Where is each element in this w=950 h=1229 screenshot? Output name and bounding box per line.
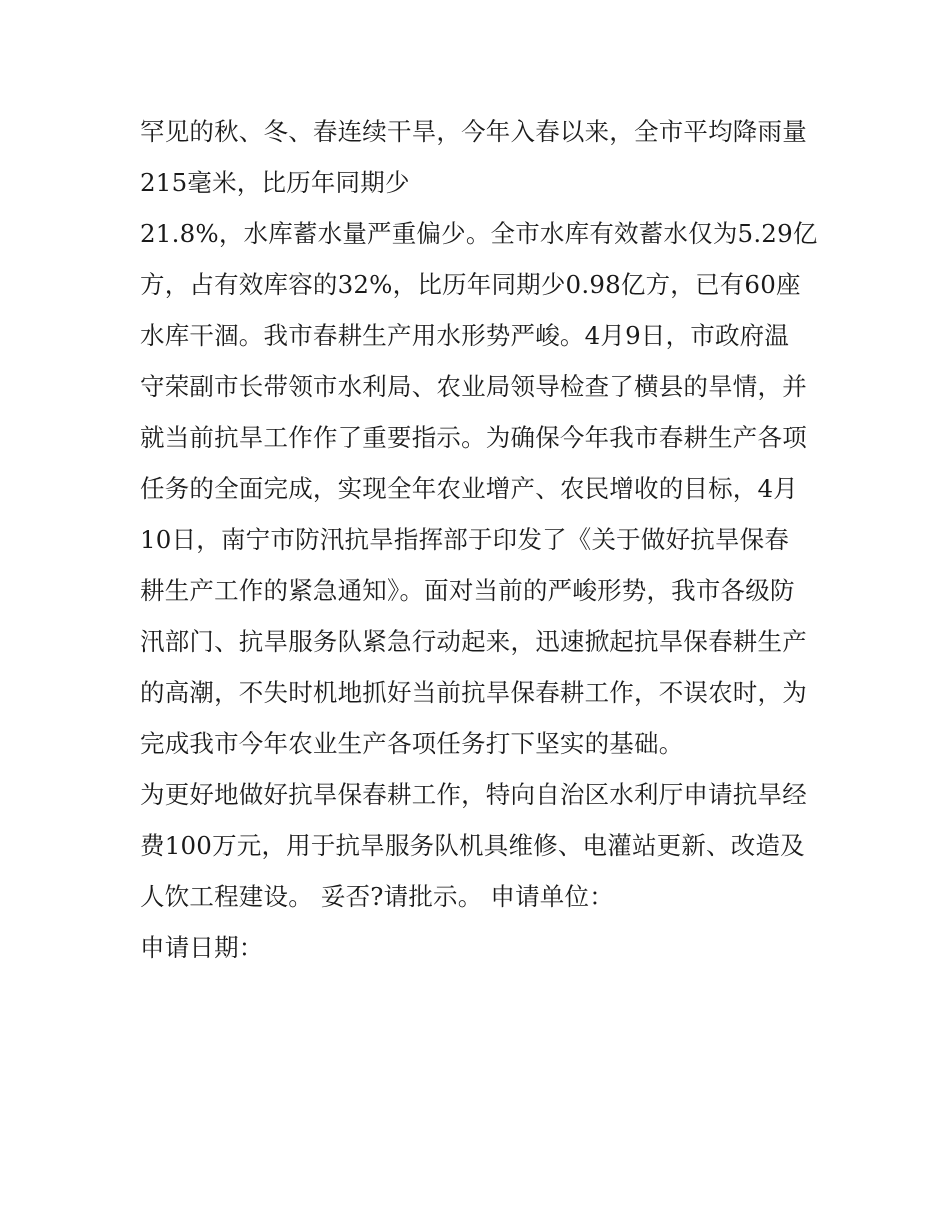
text-line: 耕生产工作的紧急通知》。面对当前的严峻形势，我市各级防 — [140, 576, 795, 605]
text-line: 为更好地做好抗旱保春耕工作，特向自治区水利厅申请抗旱经 — [140, 780, 807, 809]
text-line: 人饮工程建设。 妥否?请批示。 申请单位： — [140, 882, 614, 911]
text-line: 罕见的秋、冬、春连续干旱，今年入春以来，全市平均降雨量 — [140, 117, 807, 146]
text-line: 费100万元，用于抗旱服务队机具维修、电灌站更新、改造及 — [140, 831, 805, 860]
text-line: 的高潮，不失时机地抓好当前抗旱保春耕工作，不误农时，为 — [140, 678, 807, 707]
text-line: 方，占有效库容的32%，比历年同期少0.98亿方，已有60座 — [140, 270, 801, 299]
text-line: 任务的全面完成，实现全年农业增产、农民增收的目标，4月 — [140, 474, 798, 503]
text-line: 就当前抗旱工作作了重要指示。为确保今年我市春耕生产各项 — [140, 423, 807, 452]
document-body — [140, 106, 820, 973]
text-line: 水库干涸。我市春耕生产用水形势严峻。4月9日，市政府温 — [140, 321, 790, 350]
text-line: 21.8%，水库蓄水量严重偏少。全市水库有效蓄水仅为5.29亿 — [140, 219, 818, 248]
text-line: 申请日期： — [140, 933, 264, 962]
text-line: 10日，南宁市防汛抗旱指挥部于印发了《关于做好抗旱保春 — [140, 525, 790, 554]
text-line: 守荣副市长带领市水利局、农业局领导检查了横县的旱情，并 — [140, 372, 807, 401]
text-line: 215毫米，比历年同期少 — [140, 168, 410, 197]
text-line: 汛部门、抗旱服务队紧急行动起来，迅速掀起抗旱保春耕生产 — [140, 627, 807, 656]
text-line: 完成我市今年农业生产各项任务打下坚实的基础。 — [140, 729, 684, 758]
